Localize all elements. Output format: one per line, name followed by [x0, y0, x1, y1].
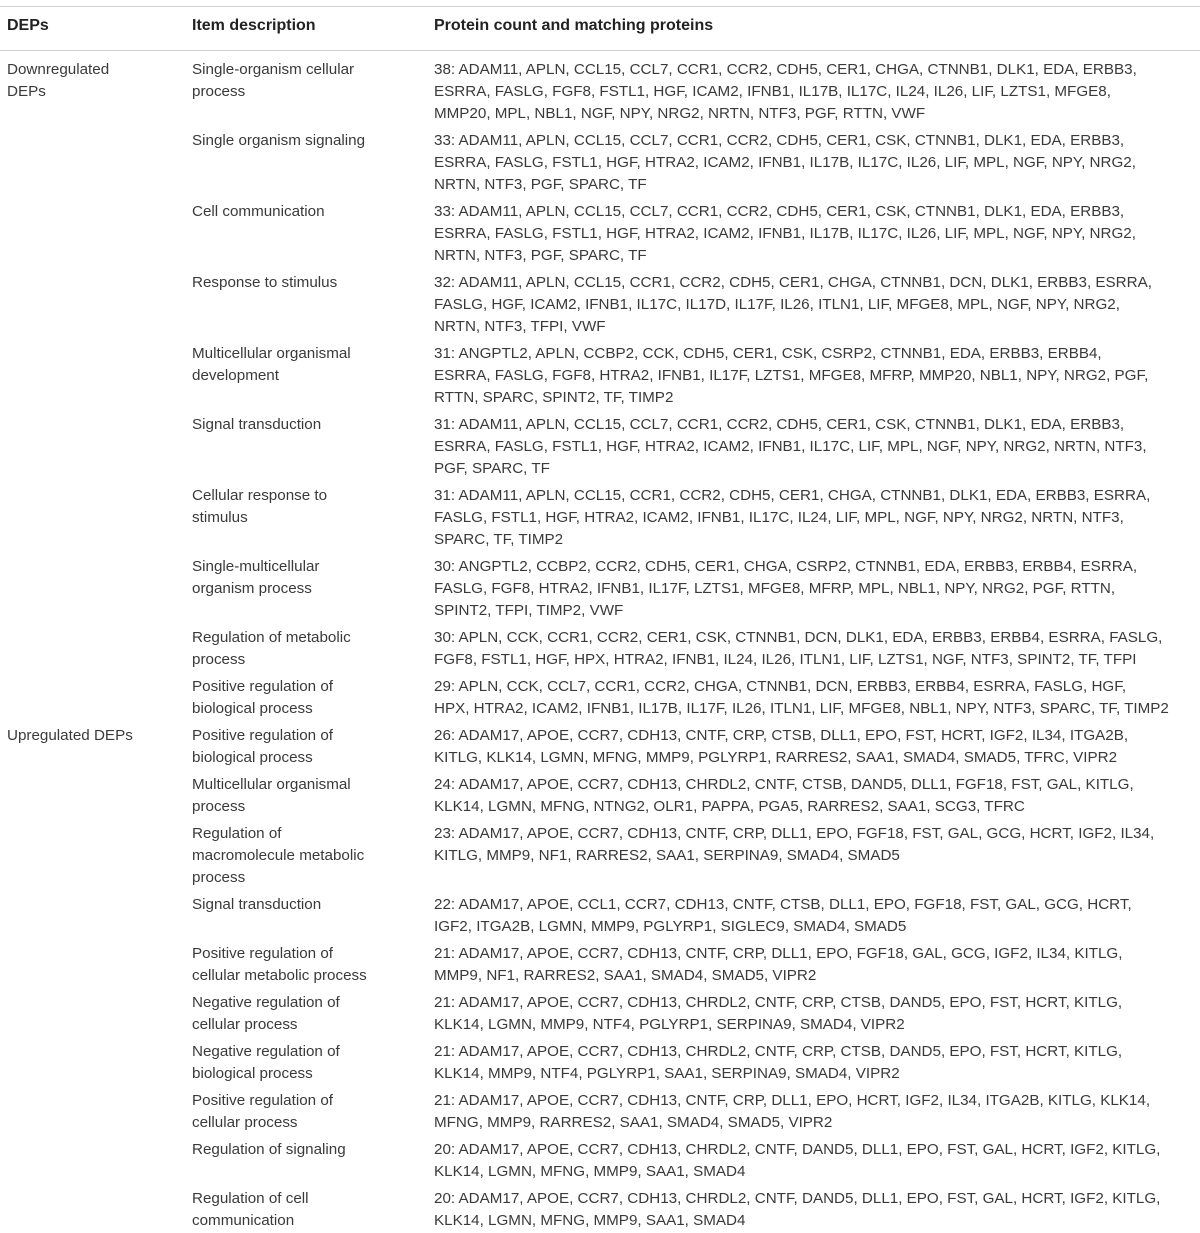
item-description-line: Single-organism cellular	[192, 61, 355, 78]
matching-proteins-line: NRTN, NTF3, PGF, SPARC, TF	[434, 176, 647, 194]
matching-proteins-line: PGF, SPARC, TF	[434, 460, 550, 478]
item-description-line: development	[192, 367, 279, 385]
item-description	[192, 201, 325, 223]
item-description-line: cellular metabolic process	[192, 967, 367, 985]
matching-proteins-line: KLK14, LGMN, MFNG, MMP9, SAA1, SMAD4	[434, 1163, 746, 1181]
item-description-line: Single-multicellular	[192, 558, 320, 575]
matching-proteins	[434, 627, 1162, 671]
item-description	[192, 1090, 333, 1134]
item-description	[192, 627, 351, 671]
matching-proteins-line: NRTN, NTF3, TFPI, VWF	[434, 318, 606, 336]
matching-proteins	[434, 943, 1122, 987]
matching-proteins-line: KLK14, LGMN, MFNG, MMP9, SAA1, SMAD4	[434, 1212, 746, 1230]
item-description-line: Signal transduction	[192, 416, 322, 433]
matching-proteins	[434, 774, 1134, 818]
matching-proteins	[434, 343, 1148, 410]
matching-proteins	[434, 1139, 1160, 1183]
item-description-line: process	[192, 83, 246, 101]
matching-proteins-line: NRTN, NTF3, PGF, SPARC, TF	[434, 247, 647, 265]
matching-proteins-line: 38: ADAM11, APLN, CCL15, CCL7, CCR1, CCR2, CDH5, CER1, CHGA, CTNNB1, DLK1, EDA, ERBB3,	[434, 61, 1137, 78]
item-description	[192, 485, 327, 529]
matching-proteins-line: KLK14, LGMN, MMP9, NTF4, PGLYRP1, SERPINA9, SMAD4, VIPR2	[434, 1016, 905, 1034]
dep-group-label	[7, 59, 109, 103]
item-description-line: Positive regulation of	[192, 1092, 333, 1109]
item-description	[192, 992, 340, 1036]
item-description	[192, 1041, 340, 1085]
matching-proteins	[434, 59, 1137, 126]
item-description-line: Regulation of signaling	[192, 1141, 346, 1158]
item-description	[192, 1139, 346, 1161]
matching-proteins-line: FASLG, FGF8, HTRA2, IFNB1, IL17F, LZTS1, MFGE8, MFRP, MPL, NBL1, NPY, NRG2, PGF, RTTN,	[434, 580, 1116, 598]
matching-proteins	[434, 1041, 1122, 1085]
item-description-line: Negative regulation of	[192, 1043, 340, 1060]
matching-proteins-line: KLK14, LGMN, MFNG, NTNG2, OLR1, PAPPA, PGA5, RARRES2, SAA1, SCG3, TFRC	[434, 798, 1025, 816]
matching-proteins-line: FASLG, HGF, ICAM2, IFNB1, IL17C, IL17D, IL17F, IL26, ITLN1, LIF, MFGE8, MPL, NGF, NPY, NRG2,	[434, 296, 1120, 314]
matching-proteins-line: 32: ADAM11, APLN, CCL15, CCR1, CCR2, CDH5, CER1, CHGA, CTNNB1, DCN, DLK1, ERBB3, ESRRA,	[434, 274, 1152, 291]
matching-proteins-line: SPARC, TF, TIMP2	[434, 531, 564, 549]
matching-proteins-line: 20: ADAM17, APOE, CCR7, CDH13, CHRDL2, CNTF, DAND5, DLL1, EPO, FST, GAL, HCRT, IGF2, KITLG,	[434, 1190, 1161, 1207]
item-description	[192, 130, 365, 152]
item-description	[192, 59, 354, 103]
matching-proteins-line: 31: ADAM11, APLN, CCL15, CCR1, CCR2, CDH5, CER1, CHGA, CTNNB1, DLK1, EDA, ERBB3, ESRRA,	[434, 487, 1151, 504]
item-description-line: biological process	[192, 700, 313, 718]
item-description-line: Regulation of	[192, 825, 282, 842]
matching-proteins-line: ESRRA, FASLG, FSTL1, HGF, HTRA2, ICAM2, IFNB1, IL17B, IL17C, IL26, LIF, MPL, NGF, NPY, NRG2,	[434, 154, 1136, 172]
item-description-line: cellular process	[192, 1016, 298, 1034]
item-description-line: macromolecule metabolic	[192, 847, 365, 865]
item-description	[192, 343, 351, 387]
item-description-line: Negative regulation of	[192, 994, 340, 1011]
item-description-line: Positive regulation of	[192, 945, 333, 962]
matching-proteins-line: FASLG, FSTL1, HGF, HTRA2, ICAM2, IFNB1, IL17C, IL24, LIF, MPL, NGF, NPY, NRG2, NRTN, NTF3,	[434, 509, 1124, 527]
matching-proteins-line: 31: ADAM11, APLN, CCL15, CCL7, CCR1, CCR2, CDH5, CER1, CSK, CTNNB1, DLK1, EDA, ERBB3,	[434, 416, 1125, 433]
item-description-line: Regulation of cell	[192, 1190, 309, 1207]
item-description-line: Single organism signaling	[192, 132, 366, 149]
matching-proteins	[434, 676, 1169, 720]
dep-group-label-line: DEPs	[7, 83, 46, 101]
item-description	[192, 943, 367, 987]
matching-proteins-line: KITLG, KLK14, LGMN, MFNG, MMP9, PGLYRP1, RARRES2, SAA1, SMAD4, SMAD5, TFRC, VIPR2	[434, 749, 1118, 767]
matching-proteins	[434, 272, 1152, 339]
item-description-line: Multicellular organismal	[192, 776, 351, 793]
item-description-line: biological process	[192, 749, 313, 767]
item-description	[192, 414, 321, 436]
item-description-line: cellular process	[192, 1114, 298, 1132]
matching-proteins-line: HPX, HTRA2, ICAM2, IFNB1, IL17B, IL17F, IL26, ITLN1, LIF, MFGE8, NBL1, NPY, NTF3, SPARC, TF, TIMP2	[434, 700, 1169, 718]
matching-proteins-line: 21: ADAM17, APOE, CCR7, CDH13, CHRDL2, CNTF, CRP, CTSB, DAND5, EPO, FST, HCRT, KITLG,	[434, 1043, 1123, 1060]
header-item-description: Item description	[192, 17, 316, 34]
matching-proteins	[434, 725, 1128, 769]
matching-proteins-line: KLK14, MMP9, NTF4, PGLYRP1, SAA1, SERPINA9, SMAD4, VIPR2	[434, 1065, 900, 1083]
table-header	[0, 6, 1200, 51]
item-description-line: Cell communication	[192, 203, 325, 220]
matching-proteins-line: ESRRA, FASLG, FGF8, FSTL1, HGF, ICAM2, IFNB1, IL17B, IL17C, IL24, IL26, LIF, LZTS1, MFGE8,	[434, 83, 1111, 101]
matching-proteins-line: RTTN, SPARC, SPINT2, TF, TIMP2	[434, 389, 674, 407]
item-description-line: stimulus	[192, 509, 248, 527]
matching-proteins-line: 26: ADAM17, APOE, CCR7, CDH13, CNTF, CRP, CTSB, DLL1, EPO, FST, HCRT, IGF2, IL34, ITGA2B,	[434, 727, 1129, 744]
matching-proteins-line: MMP20, MPL, NBL1, NGF, NPY, NRG2, NRTN, NTF3, PGF, RTTN, VWF	[434, 105, 926, 123]
item-description-line: process	[192, 651, 246, 669]
matching-proteins-line: 33: ADAM11, APLN, CCL15, CCL7, CCR1, CCR2, CDH5, CER1, CSK, CTNNB1, DLK1, EDA, ERBB3,	[434, 203, 1125, 220]
matching-proteins-line: 30: ANGPTL2, CCBP2, CCR2, CDH5, CER1, CHGA, CSRP2, CTNNB1, EDA, ERBB3, ERBB4, ESRRA,	[434, 558, 1138, 575]
matching-proteins	[434, 556, 1137, 623]
matching-proteins-line: 22: ADAM17, APOE, CCL1, CCR7, CDH13, CNTF, CTSB, DLL1, EPO, FGF18, FST, GAL, GCG, HCRT,	[434, 896, 1132, 913]
matching-proteins-line: SPINT2, TFPI, TIMP2, VWF	[434, 602, 624, 620]
item-description-line: Cellular response to	[192, 487, 328, 504]
matching-proteins-line: 33: ADAM11, APLN, CCL15, CCL7, CCR1, CCR2, CDH5, CER1, CSK, CTNNB1, DLK1, EDA, ERBB3,	[434, 132, 1125, 149]
header-deps: DEPs	[7, 17, 49, 34]
matching-proteins	[434, 485, 1150, 552]
matching-proteins-line: 21: ADAM17, APOE, CCR7, CDH13, CNTF, CRP, DLL1, EPO, HCRT, IGF2, IL34, ITGA2B, KITLG, KLK14,	[434, 1092, 1151, 1109]
item-description	[192, 1188, 309, 1232]
matching-proteins	[434, 201, 1136, 268]
matching-proteins-line: ESRRA, FASLG, FGF8, HTRA2, IFNB1, IL17F, LZTS1, MFGE8, MFRP, MMP20, NBL1, NPY, NRG2, PGF,	[434, 367, 1149, 385]
matching-proteins-line: 20: ADAM17, APOE, CCR7, CDH13, CHRDL2, CNTF, DAND5, DLL1, EPO, FST, GAL, HCRT, IGF2, KITLG,	[434, 1141, 1161, 1158]
matching-proteins-line: 30: APLN, CCK, CCR1, CCR2, CER1, CSK, CTNNB1, DCN, DLK1, EDA, ERBB3, ERBB4, ESRRA, FASLG,	[434, 629, 1163, 646]
matching-proteins-line: 29: APLN, CCK, CCL7, CCR1, CCR2, CHGA, CTNNB1, DCN, ERBB3, ERBB4, ESRRA, FASLG, HGF,	[434, 678, 1127, 695]
item-description	[192, 774, 351, 818]
matching-proteins	[434, 894, 1132, 938]
item-description	[192, 556, 319, 600]
item-description-line: Multicellular organismal	[192, 345, 351, 362]
dep-group-label-line: Downregulated	[7, 61, 110, 78]
matching-proteins	[434, 414, 1147, 481]
matching-proteins-line: FGF8, FSTL1, HGF, HPX, HTRA2, IFNB1, IL24, IL26, ITLN1, LIF, LZTS1, NGF, NTF3, SPINT2, TF, TFPI	[434, 651, 1137, 669]
item-description-line: Signal transduction	[192, 896, 322, 913]
item-description-line: communication	[192, 1212, 295, 1230]
item-description	[192, 894, 321, 916]
matching-proteins-line: 23: ADAM17, APOE, CCR7, CDH13, CNTF, CRP, DLL1, EPO, FGF18, FST, GAL, GCG, HCRT, IGF2, IL34,	[434, 825, 1155, 842]
matching-proteins-line: MFNG, MMP9, RARRES2, SAA1, SMAD4, SMAD5, VIPR2	[434, 1114, 833, 1132]
dep-group-label-line: Upregulated DEPs	[7, 727, 133, 744]
item-description-line: process	[192, 798, 246, 816]
matching-proteins	[434, 130, 1136, 197]
matching-proteins-line: ESRRA, FASLG, FSTL1, HGF, HTRA2, ICAM2, IFNB1, IL17B, IL17C, IL26, LIF, MPL, NGF, NPY, NRG2,	[434, 225, 1136, 243]
item-description-line: Response to stimulus	[192, 274, 338, 291]
matching-proteins	[434, 992, 1122, 1036]
item-description	[192, 725, 333, 769]
item-description-line: Positive regulation of	[192, 678, 333, 695]
item-description-line: biological process	[192, 1065, 313, 1083]
matching-proteins-line: 24: ADAM17, APOE, CCR7, CDH13, CHRDL2, CNTF, CTSB, DAND5, DLL1, FGF18, FST, GAL, KITLG,	[434, 776, 1134, 793]
item-description-line: organism process	[192, 580, 312, 598]
matching-proteins-line: KITLG, MMP9, NF1, RARRES2, SAA1, SERPINA9, SMAD4, SMAD5	[434, 847, 900, 865]
matching-proteins-line: MMP9, NF1, RARRES2, SAA1, SMAD4, SMAD5, VIPR2	[434, 967, 817, 985]
matching-proteins-line: 21: ADAM17, APOE, CCR7, CDH13, CHRDL2, CNTF, CRP, CTSB, DAND5, EPO, FST, HCRT, KITLG,	[434, 994, 1123, 1011]
item-description	[192, 272, 337, 294]
item-description	[192, 676, 333, 720]
item-description-line: Regulation of metabolic	[192, 629, 351, 646]
matching-proteins-line: ESRRA, FASLG, FSTL1, HGF, HTRA2, ICAM2, IFNB1, IL17C, LIF, MPL, NGF, NPY, NRG2, NRTN, NTF3,	[434, 438, 1147, 456]
matching-proteins	[434, 1090, 1150, 1134]
header-protein-count: Protein count and matching proteins	[434, 17, 714, 34]
matching-proteins-line: 31: ANGPTL2, APLN, CCBP2, CCK, CDH5, CER1, CSK, CSRP2, CTNNB1, EDA, ERBB3, ERBB4,	[434, 345, 1102, 362]
matching-proteins	[434, 823, 1154, 867]
matching-proteins-line: 21: ADAM17, APOE, CCR7, CDH13, CNTF, CRP, DLL1, EPO, FGF18, GAL, GCG, IGF2, IL34, KITLG,	[434, 945, 1123, 962]
matching-proteins	[434, 1188, 1160, 1232]
item-description-line: Positive regulation of	[192, 727, 333, 744]
dep-group-label	[7, 725, 133, 747]
item-description-line: process	[192, 869, 246, 887]
item-description	[192, 823, 364, 890]
matching-proteins-line: IGF2, ITGA2B, LGMN, MMP9, PGLYRP1, SIGLEC9, SMAD4, SMAD5	[434, 918, 907, 936]
